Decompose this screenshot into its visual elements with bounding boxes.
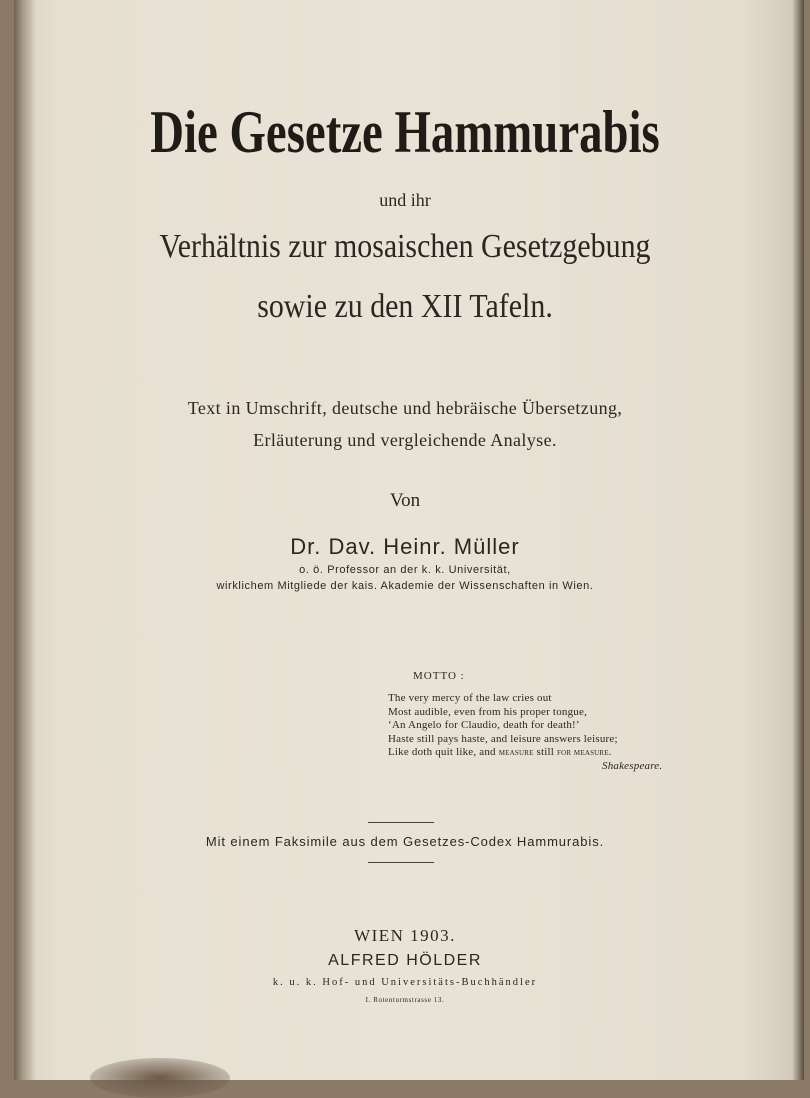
title-connector: und ihr xyxy=(379,190,431,210)
imprint-address: I. Rotenturmstrasse 13. xyxy=(365,996,445,1004)
description-line-1: Text in Umschrift, deutsche und hebräische Übersetzung, xyxy=(187,398,623,418)
divider-top xyxy=(368,822,434,823)
motto-line: ‘An Angelo for Claudio, death for death!’ xyxy=(388,719,580,732)
motto-measure-1: measure xyxy=(498,747,534,759)
motto-label: MOTTO : xyxy=(413,670,465,682)
thumb-shadow xyxy=(90,1058,230,1098)
author-name: Dr. Dav. Heinr. Müller xyxy=(290,534,520,559)
divider-bottom xyxy=(368,862,434,863)
motto-line: The very mercy of the law cries out xyxy=(388,692,552,704)
subtitle-line-2: sowie zu den XII Tafeln. xyxy=(257,288,553,325)
book-title: Die Gesetze Hammurabis xyxy=(150,99,660,165)
motto-line: Haste still pays haste, and leisure answers leisure; xyxy=(388,732,618,745)
author-by: Von xyxy=(389,490,421,511)
author-affiliation-1: o. ö. Professor an der k. k. Universität, xyxy=(299,564,511,576)
motto-quote xyxy=(388,692,618,760)
imprint-place-year: WIEN 1903. xyxy=(354,926,456,945)
description-line-2: Erläuterung und vergleichende Analyse. xyxy=(253,430,557,450)
motto-line xyxy=(388,746,618,760)
imprint-publisher: ALFRED HÖLDER xyxy=(328,952,482,969)
facsimile-note: Mit einem Faksimile aus dem Gesetzes-Codex Hammurabis. xyxy=(205,834,605,849)
motto-line-5-start: Like doth quit like, and xyxy=(388,746,496,759)
motto-line: Most audible, even from his proper tongue, xyxy=(388,705,588,718)
subtitle-line-1: Verhältnis zur mosaischen Gesetzgebung xyxy=(159,228,651,265)
imprint-bookseller: k. u. k. Hof- und Universitäts-Buchhändler xyxy=(272,977,538,988)
motto-attribution: Shakespeare. xyxy=(602,760,663,772)
motto-line-5-mid: still xyxy=(536,746,555,759)
author-affiliation-2: wirklichem Mitgliede der kais. Akademie der Wissenschaften in Wien. xyxy=(216,580,594,592)
motto-measure-2: for measure. xyxy=(557,747,612,759)
